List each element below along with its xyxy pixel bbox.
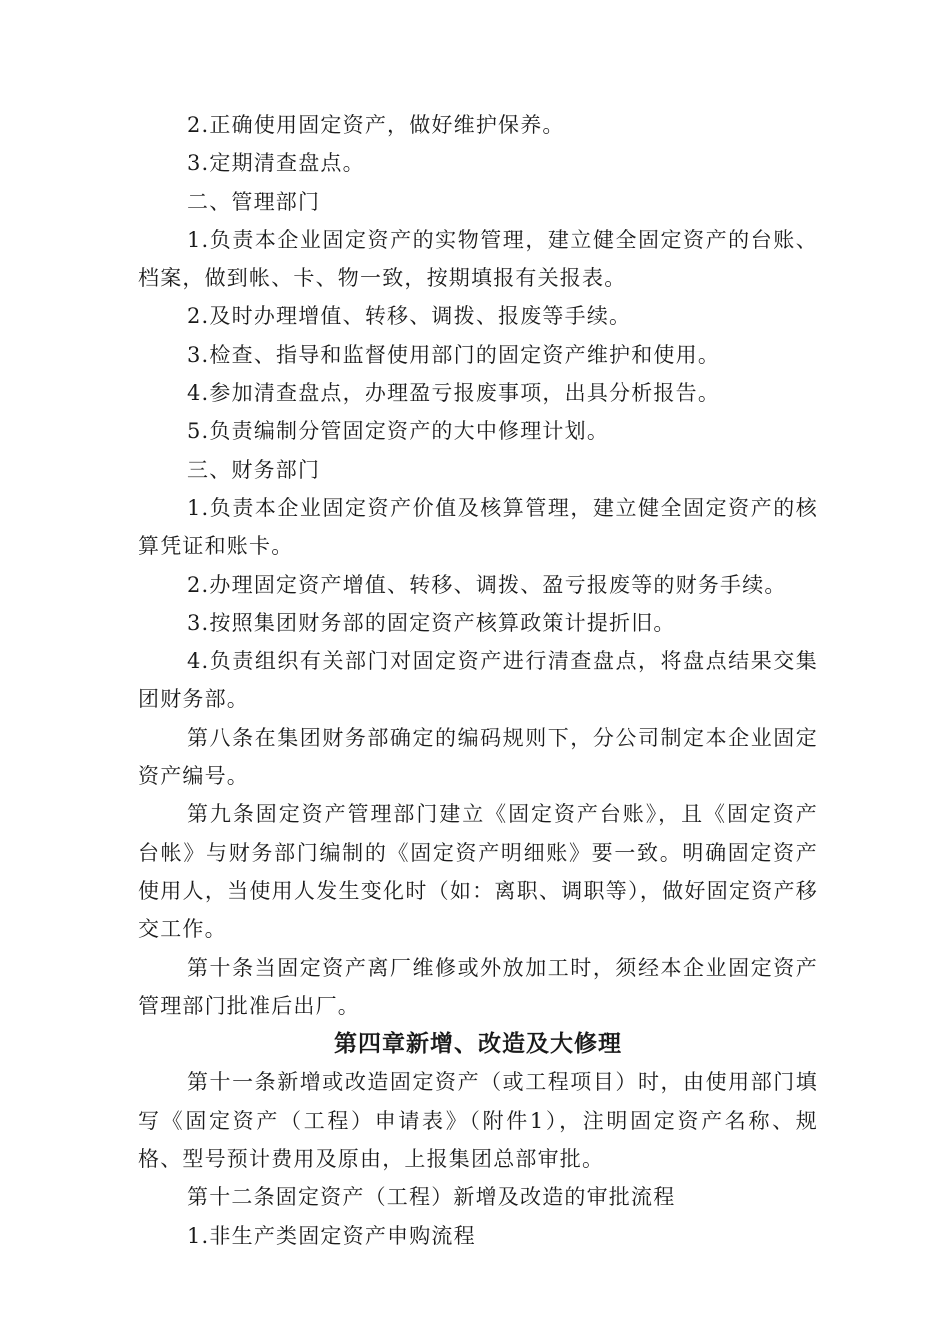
paragraph-finance-item-2: 2.办理固定资产增值、转移、调拨、盈亏报废等的财务手续。: [187, 572, 787, 597]
article-11: 第十一条新增或改造固定资产（或工程项目）时，由使用部门填写《固定资产（工程）申请表》（附件1），注明固定资产名称、规格、型号预计费用及原由，上报集团总部审批。: [138, 1070, 818, 1172]
article-12: 第十二条固定资产（工程）新增及改造的审批流程: [187, 1185, 676, 1210]
paragraph-finance-item-1: 1.负责本企业固定资产价值及核算管理，建立健全固定资产的核算凭证和账卡。: [138, 495, 818, 559]
paragraph-finance-item-3: 3.按照集团财务部的固定资产核算政策计提折旧。: [187, 610, 676, 635]
paragraph-mgmt-item-4: 4.参加清查盘点，办理盈亏报废事项，出具分析报告。: [187, 381, 721, 406]
paragraph-mgmt-item-5: 5.负责编制分管固定资产的大中修理计划。: [187, 419, 610, 444]
article-9: 第九条固定资产管理部门建立《固定资产台账》，且《固定资产台帐》与财务部门编制的《固定资产明细账》要一致。明确固定资产使用人，当使用人发生变化时（如：离职、调职等），做好固定资产移交工作。: [138, 802, 818, 942]
paragraph-finance-item-4: 4.负责组织有关部门对固定资产进行清查盘点，将盘点结果交集团财务部。: [138, 649, 818, 712]
paragraph-use-maintenance: 2.正确使用固定资产，做好维护保养。: [187, 113, 565, 137]
article-10: 第十条当固定资产离厂维修或外放加工时，须经本企业固定资产管理部门批准后出厂。: [138, 955, 818, 1018]
paragraph-mgmt-item-1: 1.负责本企业固定资产的实物管理，建立健全固定资产的台账、档案，做到帐、卡、物一致，按期填报有关报表。: [138, 227, 818, 291]
paragraph-mgmt-item-2: 2.及时办理增值、转移、调拨、报废等手续。: [187, 304, 632, 329]
paragraph-mgmt-item-3: 3.检查、指导和监督使用部门的固定资产维护和使用。: [187, 342, 721, 367]
section-finance-dept: 三、财务部门: [187, 457, 321, 482]
section-management-dept: 二、管理部门: [187, 189, 321, 214]
chapter-4-heading: 第四章新增、改造及大修理: [334, 1030, 622, 1058]
paragraph-procurement-flow-1: 1.非生产类固定资产申购流程: [187, 1223, 476, 1248]
paragraph-inventory-check: 3.定期清查盘点。: [187, 151, 365, 176]
document-page: [138, 106, 818, 1255]
article-8: 第八条在集团财务部确定的编码规则下，分公司制定本企业固定资产编号。: [138, 725, 818, 789]
